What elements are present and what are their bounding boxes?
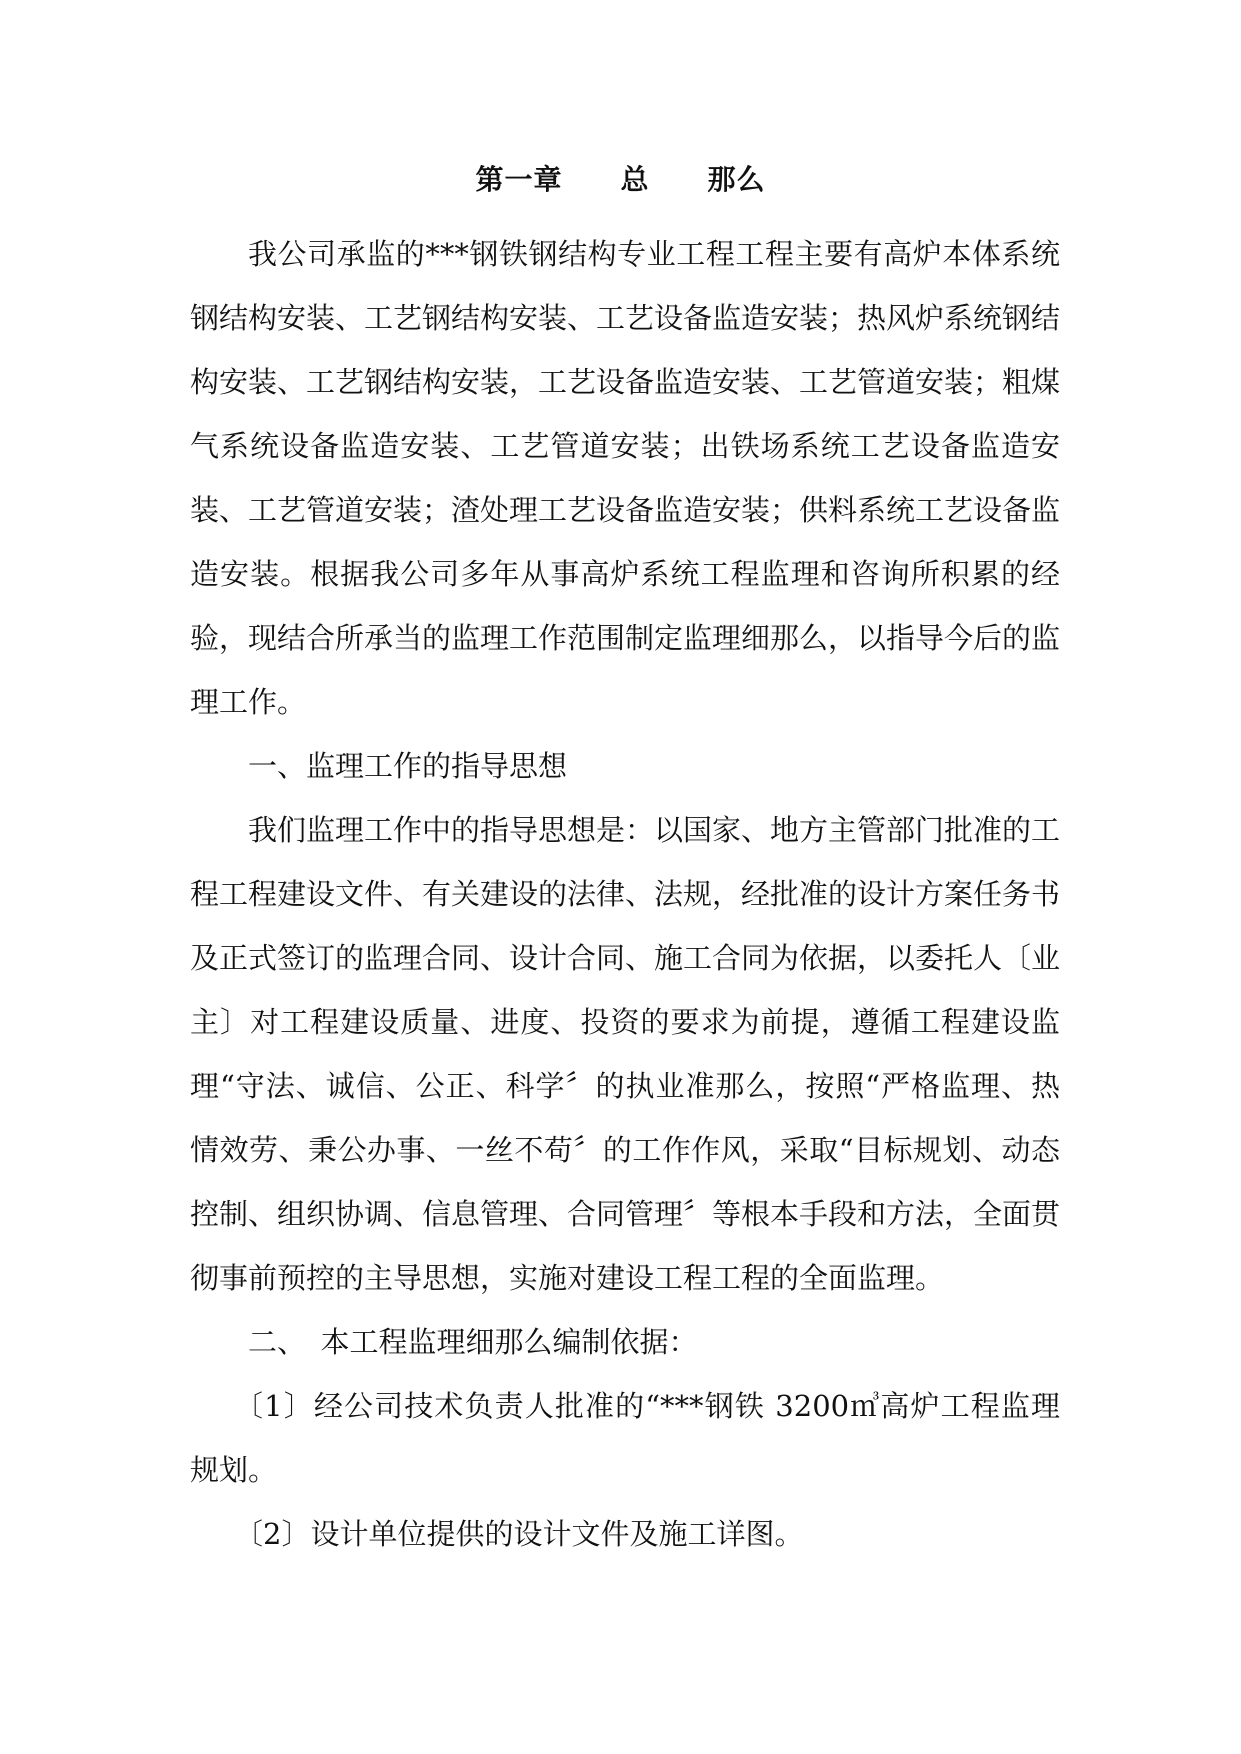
chapter-title: 第一章 总 那么 (475, 163, 766, 196)
intro-paragraph: 我公司承监的***钢铁钢结构专业工程工程主要有高炉本体系统钢结构安装、工艺钢结构安装、工艺设备监造安装；热风炉系统钢结构安装、工艺钢结构安装，工艺设备监造安装、工艺管道安装；粗煤气系统设备监造安装、工艺管道安装；出铁场系统工艺设备监造安装、工艺管道安装；渣处理工艺设备监造安装；供料系统工艺设备监造安装。根据我公司多年从事高炉系统工程监理和咨询所积累的经验，现结合所承当的监理工作范围制定监理细那么，以指导今后的监理工作。 (190, 237, 1061, 719)
section-heading-guiding-idea: 一、监理工作的指导思想 (248, 749, 568, 783)
basis-item-1: 〔1〕经公司技术负责人批准的“***钢铁 3200㎥高炉工程监理规划。 (190, 1389, 1060, 1487)
guiding-idea-paragraph: 我们监理工作中的指导思想是：以国家、地方主管部门批准的工程工程建设文件、有关建设的法律、法规，经批准的设计方案任务书及正式签订的监理合同、设计合同、施工合同为依据，以委托人〔业主〕对工程建设质量、进度、投资的要求为前提，遵循工程建设监理“守法、诚信、公正、科学〞的执业准那么，按照“严格监理、热情效劳、秉公办事、一丝不苟〞的工作作风，采取“目标规划、动态控制、组织协调、信息管理、合同管理〞等根本手段和方法，全面贯彻事前预控的主导思想，实施对建设工程工程的全面监理。 (190, 813, 1061, 1295)
section-heading-basis: 二、 本工程监理细那么编制依据： (248, 1325, 698, 1359)
basis-item-2: 〔2〕设计单位提供的设计文件及施工详图。 (234, 1517, 804, 1551)
document-body (190, 222, 1060, 1566)
